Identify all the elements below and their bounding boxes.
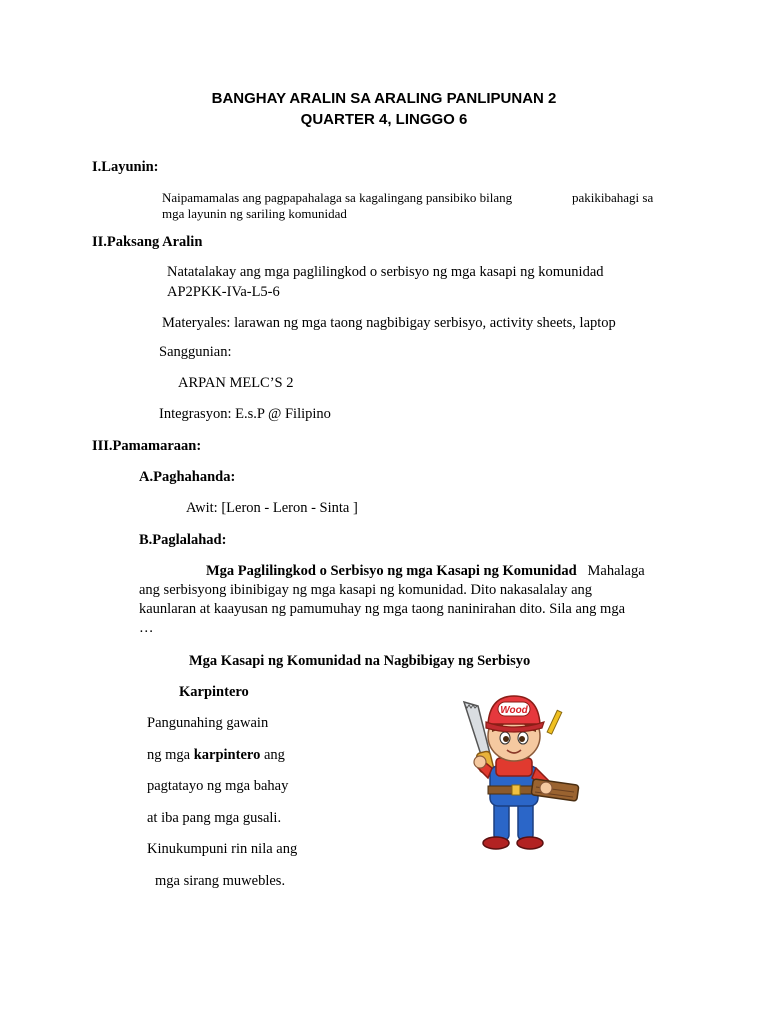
karpintero-heading: Karpintero bbox=[179, 684, 249, 700]
paglalahad-paragraph-line-3: kaunlaran at kaayusan ng pamumuhay ng mga taong naninirahan dito. Sila ang mga bbox=[139, 601, 626, 617]
paglalahad-paragraph-line-1 bbox=[206, 563, 645, 580]
awit-text: Awit: [Leron - Leron - Sinta ] bbox=[186, 500, 358, 516]
karpintero-bold-word: karpintero bbox=[193, 747, 261, 763]
paglalahad-paragraph-line-4: … bbox=[139, 620, 154, 636]
materyales-text: Materyales: larawan ng mga taong nagbibigay serbisyo, activity sheets, laptop bbox=[162, 315, 616, 331]
karpintero-desc-3: pagtatayo ng mga bahay bbox=[147, 778, 289, 794]
layunin-line-2: mga layunin ng sariling komunidad bbox=[162, 206, 347, 221]
title-line-2: QUARTER 4, LINGGO 6 bbox=[300, 111, 468, 128]
layunin-line-1a: Naipamamalas ang pagpapahalaga sa kagalingang pansibiko bilang bbox=[162, 190, 513, 205]
paksa-topic-code: AP2PKK-IVa-L5-6 bbox=[167, 284, 280, 300]
paksa-topic-line: Natatalakay ang mga paglilingkod o serbisyo ng mga kasapi ng komunidad bbox=[167, 264, 604, 280]
karpintero-desc-5: Kinukumpuni rin nila ang bbox=[147, 841, 298, 857]
kasapi-heading: Mga Kasapi ng Komunidad na Nagbibigay ng Serbisyo bbox=[189, 653, 531, 669]
cap-logo-text: Wood bbox=[500, 705, 528, 716]
desc2-pre: ng mga bbox=[147, 747, 194, 763]
integrasyon-text: Integrasyon: E.s.P @ Filipino bbox=[159, 406, 331, 422]
sanggunian-value: ARPAN MELC’S 2 bbox=[178, 375, 294, 391]
desc2-post: ang bbox=[260, 747, 285, 763]
karpintero-desc-4: at iba pang mga gusali. bbox=[147, 810, 282, 826]
carpenter-illustration bbox=[434, 688, 592, 856]
layunin-heading: I.Layunin: bbox=[92, 159, 159, 175]
pencil-icon bbox=[547, 710, 562, 734]
paglalahad-paragraph-line-2: ang serbisyong ibinibigay ng mga kasapi ng komunidad. Dito nakasalalay ang bbox=[139, 582, 593, 598]
paglalahad-heading: B.Paglalahad: bbox=[139, 532, 227, 548]
paglalahad-line-1-rest: Mahalaga bbox=[587, 563, 645, 579]
karpintero-desc-2 bbox=[147, 747, 285, 764]
pamamaraan-heading: III.Pamamaraan: bbox=[92, 438, 202, 454]
karpintero-desc-6: mga sirang muwebles. bbox=[155, 873, 286, 889]
layunin-line-1b: pakikibahagi sa bbox=[572, 190, 654, 205]
karpintero-desc-1: Pangunahing gawain bbox=[147, 715, 269, 731]
title-line-1: BANGHAY ARALIN SA ARALING PANLIPUNAN 2 bbox=[211, 90, 557, 107]
sanggunian-label: Sanggunian: bbox=[159, 344, 232, 360]
paksa-heading: II.Paksang Aralin bbox=[92, 234, 203, 250]
paglalahad-bold-title: Mga Paglilingkod o Serbisyo ng mga Kasapi ng Komunidad bbox=[206, 563, 577, 579]
paghahanda-heading: A.Paghahanda: bbox=[139, 469, 236, 485]
